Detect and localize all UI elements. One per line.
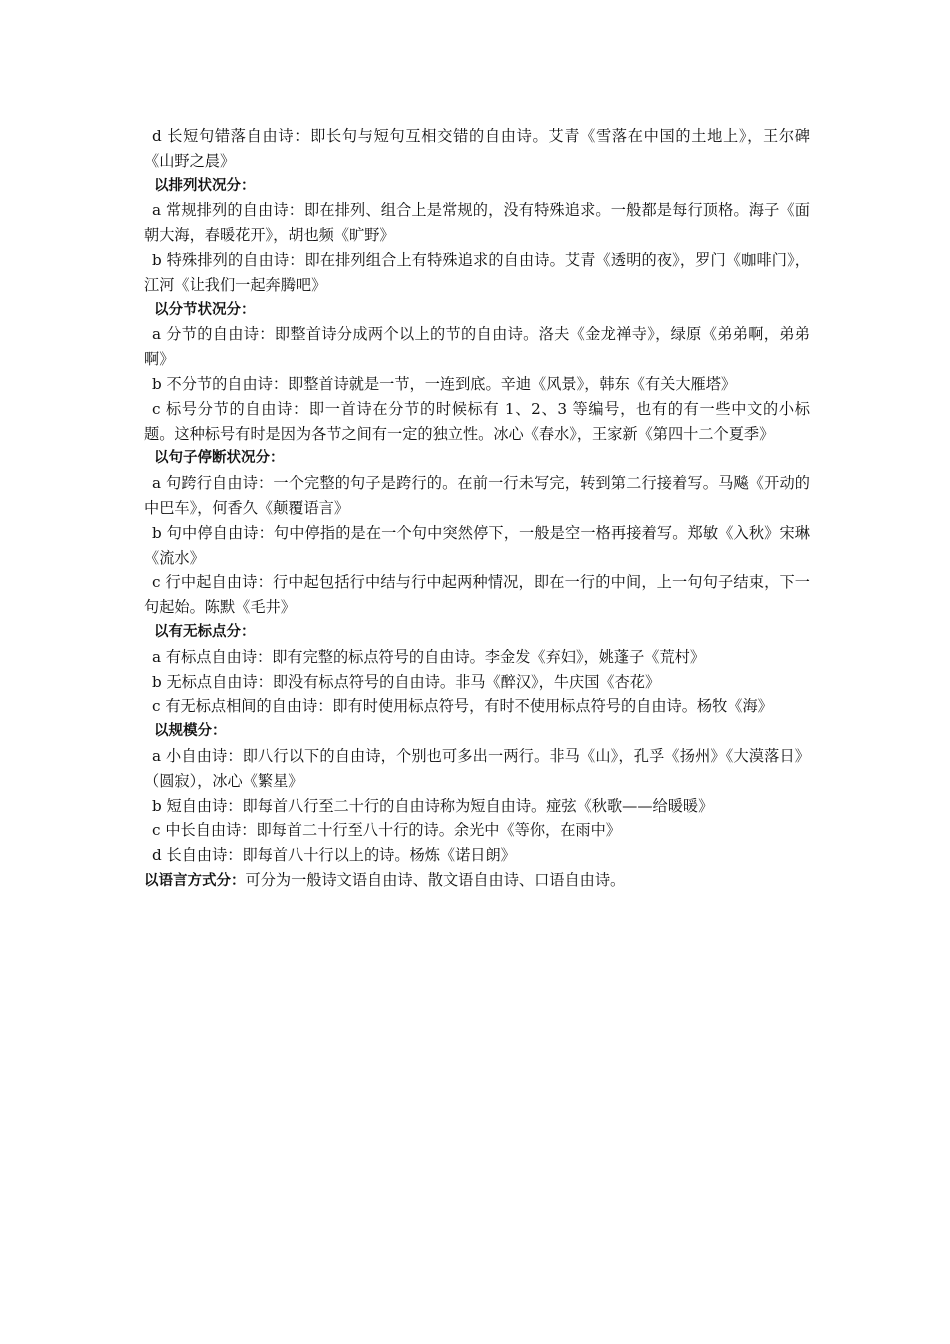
paragraph-item: a 常规排列的自由诗：即在排列、组合上是常规的，没有特殊追求。一般都是每行顶格。海子《面朝大海，春暖花开》，胡也频《旷野》	[144, 201, 810, 245]
section-heading: 以有无标点分：	[154, 623, 256, 640]
document-body	[144, 124, 810, 894]
section-heading: 以句子停断状况分：	[154, 450, 285, 467]
paragraph-item: c 有无标点相间的自由诗：即有时使用标点符号，有时不使用标点符号的自由诗。杨牧《海》	[152, 697, 773, 716]
closing-paragraph	[144, 868, 810, 894]
closing-lead: 以语言方式分：	[144, 872, 246, 889]
paragraph-item: a 分节的自由诗：即整首诗分成两个以上的节的自由诗。洛夫《金龙禅寺》，绿原《弟弟啊，弟弟啊》	[144, 325, 810, 369]
paragraph-item: a 小自由诗：即八行以下的自由诗，个别也可多出一两行。非马《山》，孔孚《扬州》《大漠落日》（圆寂），冰心《繁星》	[144, 746, 810, 790]
paragraph-item: c 中长自由诗：即每首二十行至八十行的诗。余光中《等你，在雨中》	[152, 821, 621, 840]
paragraph-item: b 无标点自由诗：即没有标点符号的自由诗。非马《醉汉》，牛庆国《杏花》	[152, 672, 661, 691]
paragraph-item: b 特殊排列的自由诗：即在排列组合上有特殊追求的自由诗。艾青《透明的夜》，罗门《咖啡门》，江河《让我们一起奔腾吧》	[144, 250, 810, 294]
paragraph-item: d 长自由诗：即每首八十行以上的诗。杨炼《诺日朗》	[152, 846, 516, 865]
paragraph-item: d 长短句错落自由诗：即长句与短句互相交错的自由诗。艾青《雪落在中国的土地上》，王尔碑《山野之晨》	[144, 127, 810, 170]
paragraph-item: a 句跨行自由诗：一个完整的句子是跨行的。在前一行未写完，转到第二行接着写。马飚《开动的中巴车》，何香久《颠覆语言》	[144, 474, 810, 517]
paragraph-item: b 短自由诗：即每首八行至二十行的自由诗称为短自由诗。痖弦《秋歌——给暖暖》	[152, 796, 714, 815]
paragraph-item: c 行中起自由诗：行中起包括行中结与行中起两种情况，即在一行的中间，上一句句子结束，下一句起始。陈默《毛井》	[144, 573, 810, 617]
closing-text: 可分为一般诗文语自由诗、散文语自由诗、口语自由诗。	[245, 870, 626, 889]
paragraph-item: b 不分节的自由诗：即整首诗就是一节，一连到底。辛迪《风景》，韩东《有关大雁塔》	[152, 374, 737, 393]
section-heading: 以分节状况分：	[154, 301, 256, 318]
paragraph-item: a 有标点自由诗：即有完整的标点符号的自由诗。李金发《弃妇》，姚蓬子《荒村》	[152, 647, 706, 666]
section-heading: 以规模分：	[154, 723, 227, 740]
paragraph-item: b 句中停自由诗：句中停指的是在一个句中突然停下，一般是空一格再接着写。郑敏《入秋》宋琳《流水》	[144, 523, 810, 567]
section-heading: 以排列状况分：	[154, 177, 256, 194]
paragraph-item: c 标号分节的自由诗：即一首诗在分节的时候标有 1、2、3 等编号，也有的有一些中文的小标题。这种标号有时是因为各节之间有一定的独立性。冰心《春水》，王家新《第四十二个夏季》	[144, 399, 810, 443]
